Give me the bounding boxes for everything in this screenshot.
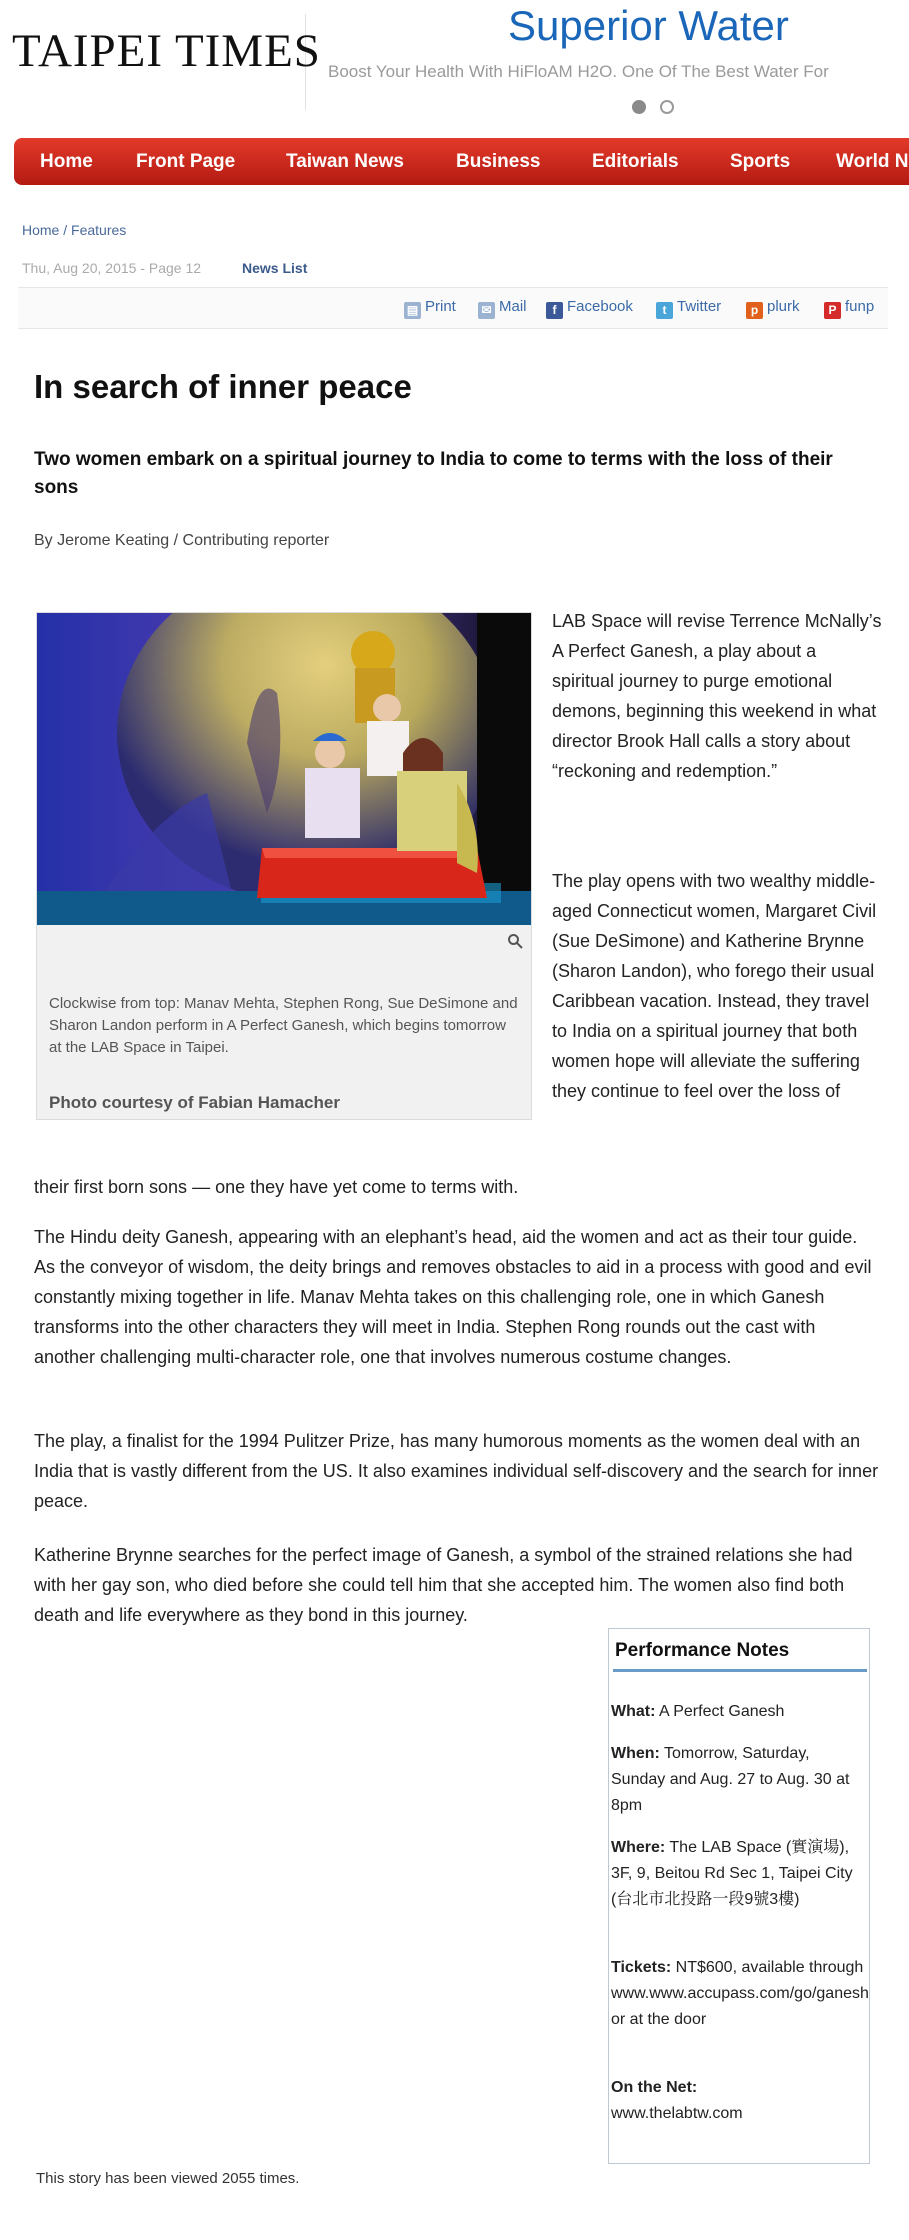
note-tickets: [611, 1955, 869, 2033]
ad-title[interactable]: Superior Water: [508, 2, 789, 49]
note-net: [611, 2075, 865, 2127]
article-paragraph-2: The play opens with two wealthy middle-aged Connecticut women, Margaret Civil (Sue DeSimone) and Katherine Brynne (Sharon Landon), who forego their usual Caribbean vacation. Instead, they travel to India on a spiritual journey that both women hope will alleviate the suffering they continue to feel over the loss of: [552, 871, 877, 1101]
dateline: Thu, Aug 20, 2015 - Page 12: [22, 260, 202, 276]
masthead: [10, 14, 321, 110]
nav-home[interactable]: Home: [40, 151, 93, 172]
twitter-icon: t: [656, 302, 673, 319]
share-funp[interactable]: [824, 298, 874, 319]
share-bar: [18, 287, 888, 329]
performance-notes-box: [608, 1628, 870, 2164]
share-funp-label: funp: [845, 298, 875, 315]
note-what-label: What:: [611, 1703, 656, 1720]
zoom-icon[interactable]: [507, 933, 523, 949]
ad-subtitle[interactable]: Boost Your Health With HiFloAM H2O. One Of The Best Water For: [328, 62, 829, 81]
plurk-icon: p: [746, 302, 763, 319]
share-facebook[interactable]: [546, 298, 633, 319]
nav-business[interactable]: Business: [456, 151, 541, 172]
article-paragraph-5: Katherine Brynne searches for the perfect image of Ganesh, a symbol of the strained relations she had with her gay son, who died before she could tell him that she accepted him. The women also find both death and life everywhere as they bond in this journey.: [34, 1545, 853, 1625]
share-mail[interactable]: [478, 298, 527, 319]
mail-icon: ✉: [478, 302, 495, 319]
note-what: [611, 1699, 865, 1725]
share-plurk[interactable]: [746, 298, 800, 319]
share-plurk-label: plurk: [767, 298, 800, 315]
share-mail-label: Mail: [499, 298, 527, 315]
site-logo[interactable]: TAIPEI TIMES: [12, 25, 321, 77]
nav-world-news[interactable]: World N: [836, 151, 909, 172]
article-paragraph-4: The play, a finalist for the 1994 Pulitzer Prize, has many humorous moments as the women deal with an India that is vastly different from the US. It also examines individual self-discovery and the search for inner peace.: [34, 1431, 879, 1511]
nav-sports[interactable]: Sports: [730, 151, 791, 172]
note-when-label: When:: [611, 1745, 660, 1762]
note-tickets-label: Tickets:: [611, 1959, 672, 1976]
ad-slide-dot[interactable]: [660, 100, 674, 114]
note-where-value: The LAB Space (實演場), 3F, 9, Beitou Rd Sec 1, Taipei City (台北市北投路一段9號3樓): [611, 1839, 853, 1908]
nav-front-page[interactable]: Front Page: [136, 151, 236, 172]
nav-editorials[interactable]: Editorials: [592, 151, 679, 172]
nav-taiwan-news[interactable]: Taiwan News: [286, 151, 404, 172]
note-what-value: A Perfect Ganesh: [659, 1703, 785, 1720]
article-paragraph-2-cont: their first born sons — one they have yet come to terms with.: [34, 1177, 519, 1197]
funp-icon: P: [824, 302, 841, 319]
view-count: This story has been viewed 2055 times.: [36, 2170, 300, 2187]
note-where-label: Where:: [611, 1839, 666, 1856]
article-paragraph-1: LAB Space will revise Terrence McNally’s A Perfect Ganesh, a play about a spiritual journey to purge emotional demons, beginning this weekend in what director Brook Hall calls a story about “reckoning and redemption.”: [552, 611, 882, 781]
photo-caption: Clockwise from top: Manav Mehta, Stephen Rong, Sue DeSimone and Sharon Landon perform in A Perfect Ganesh, which begins tomorrow at the LAB Space in Taipei.: [49, 995, 518, 1056]
print-icon: ▤: [404, 302, 421, 319]
main-nav: [14, 138, 909, 185]
photo-credit: Photo courtesy of Fabian Hamacher: [49, 1093, 340, 1112]
note-when: [611, 1741, 865, 1819]
article-byline: By Jerome Keating / Contributing reporter: [34, 532, 330, 549]
facebook-icon: f: [546, 302, 563, 319]
note-net-value[interactable]: www.thelabtw.com: [611, 2105, 743, 2122]
article-photo[interactable]: [37, 613, 531, 925]
article-headline: In search of inner peace: [34, 368, 412, 405]
photo-box: [36, 612, 532, 1120]
share-print-label: Print: [425, 298, 456, 315]
share-twitter[interactable]: [656, 298, 721, 319]
news-list-link[interactable]: News List: [242, 260, 308, 276]
share-print[interactable]: [404, 298, 456, 319]
breadcrumb[interactable]: Home / Features: [22, 222, 127, 238]
share-twitter-label: Twitter: [677, 298, 722, 315]
ad-banner[interactable]: [320, 0, 909, 120]
note-when-value: Tomorrow, Saturday, Sunday and Aug. 27 to Aug. 30 at 8pm: [611, 1745, 850, 1814]
article-paragraph-3: The Hindu deity Ganesh, appearing with an elephant’s head, aid the women and act as their tour guide. As the conveyor of wisdom, the deity brings and removes obstacles to aid in a process with good and evil constantly mixing together in life. Manav Mehta takes on this challenging role, one in which Ganesh transforms into the other characters they will meet in India. Stephen Rong rounds out the cast with another challenging multi-character role, one that involves numerous costume changes.: [34, 1227, 872, 1367]
share-facebook-label: Facebook: [567, 298, 633, 315]
ad-slide-dot-active[interactable]: [632, 100, 646, 114]
article-subhead: Two women embark on a spiritual journey to India to come to terms with the loss of their sons: [34, 449, 833, 498]
note-tickets-value[interactable]: NT$600, available through www.www.accupass.com/go/ganesh or at the door: [611, 1959, 869, 2028]
note-net-label: On the Net:: [611, 2079, 698, 2096]
note-where: [611, 1835, 865, 1913]
performance-notes-title: Performance Notes: [613, 1633, 867, 1672]
